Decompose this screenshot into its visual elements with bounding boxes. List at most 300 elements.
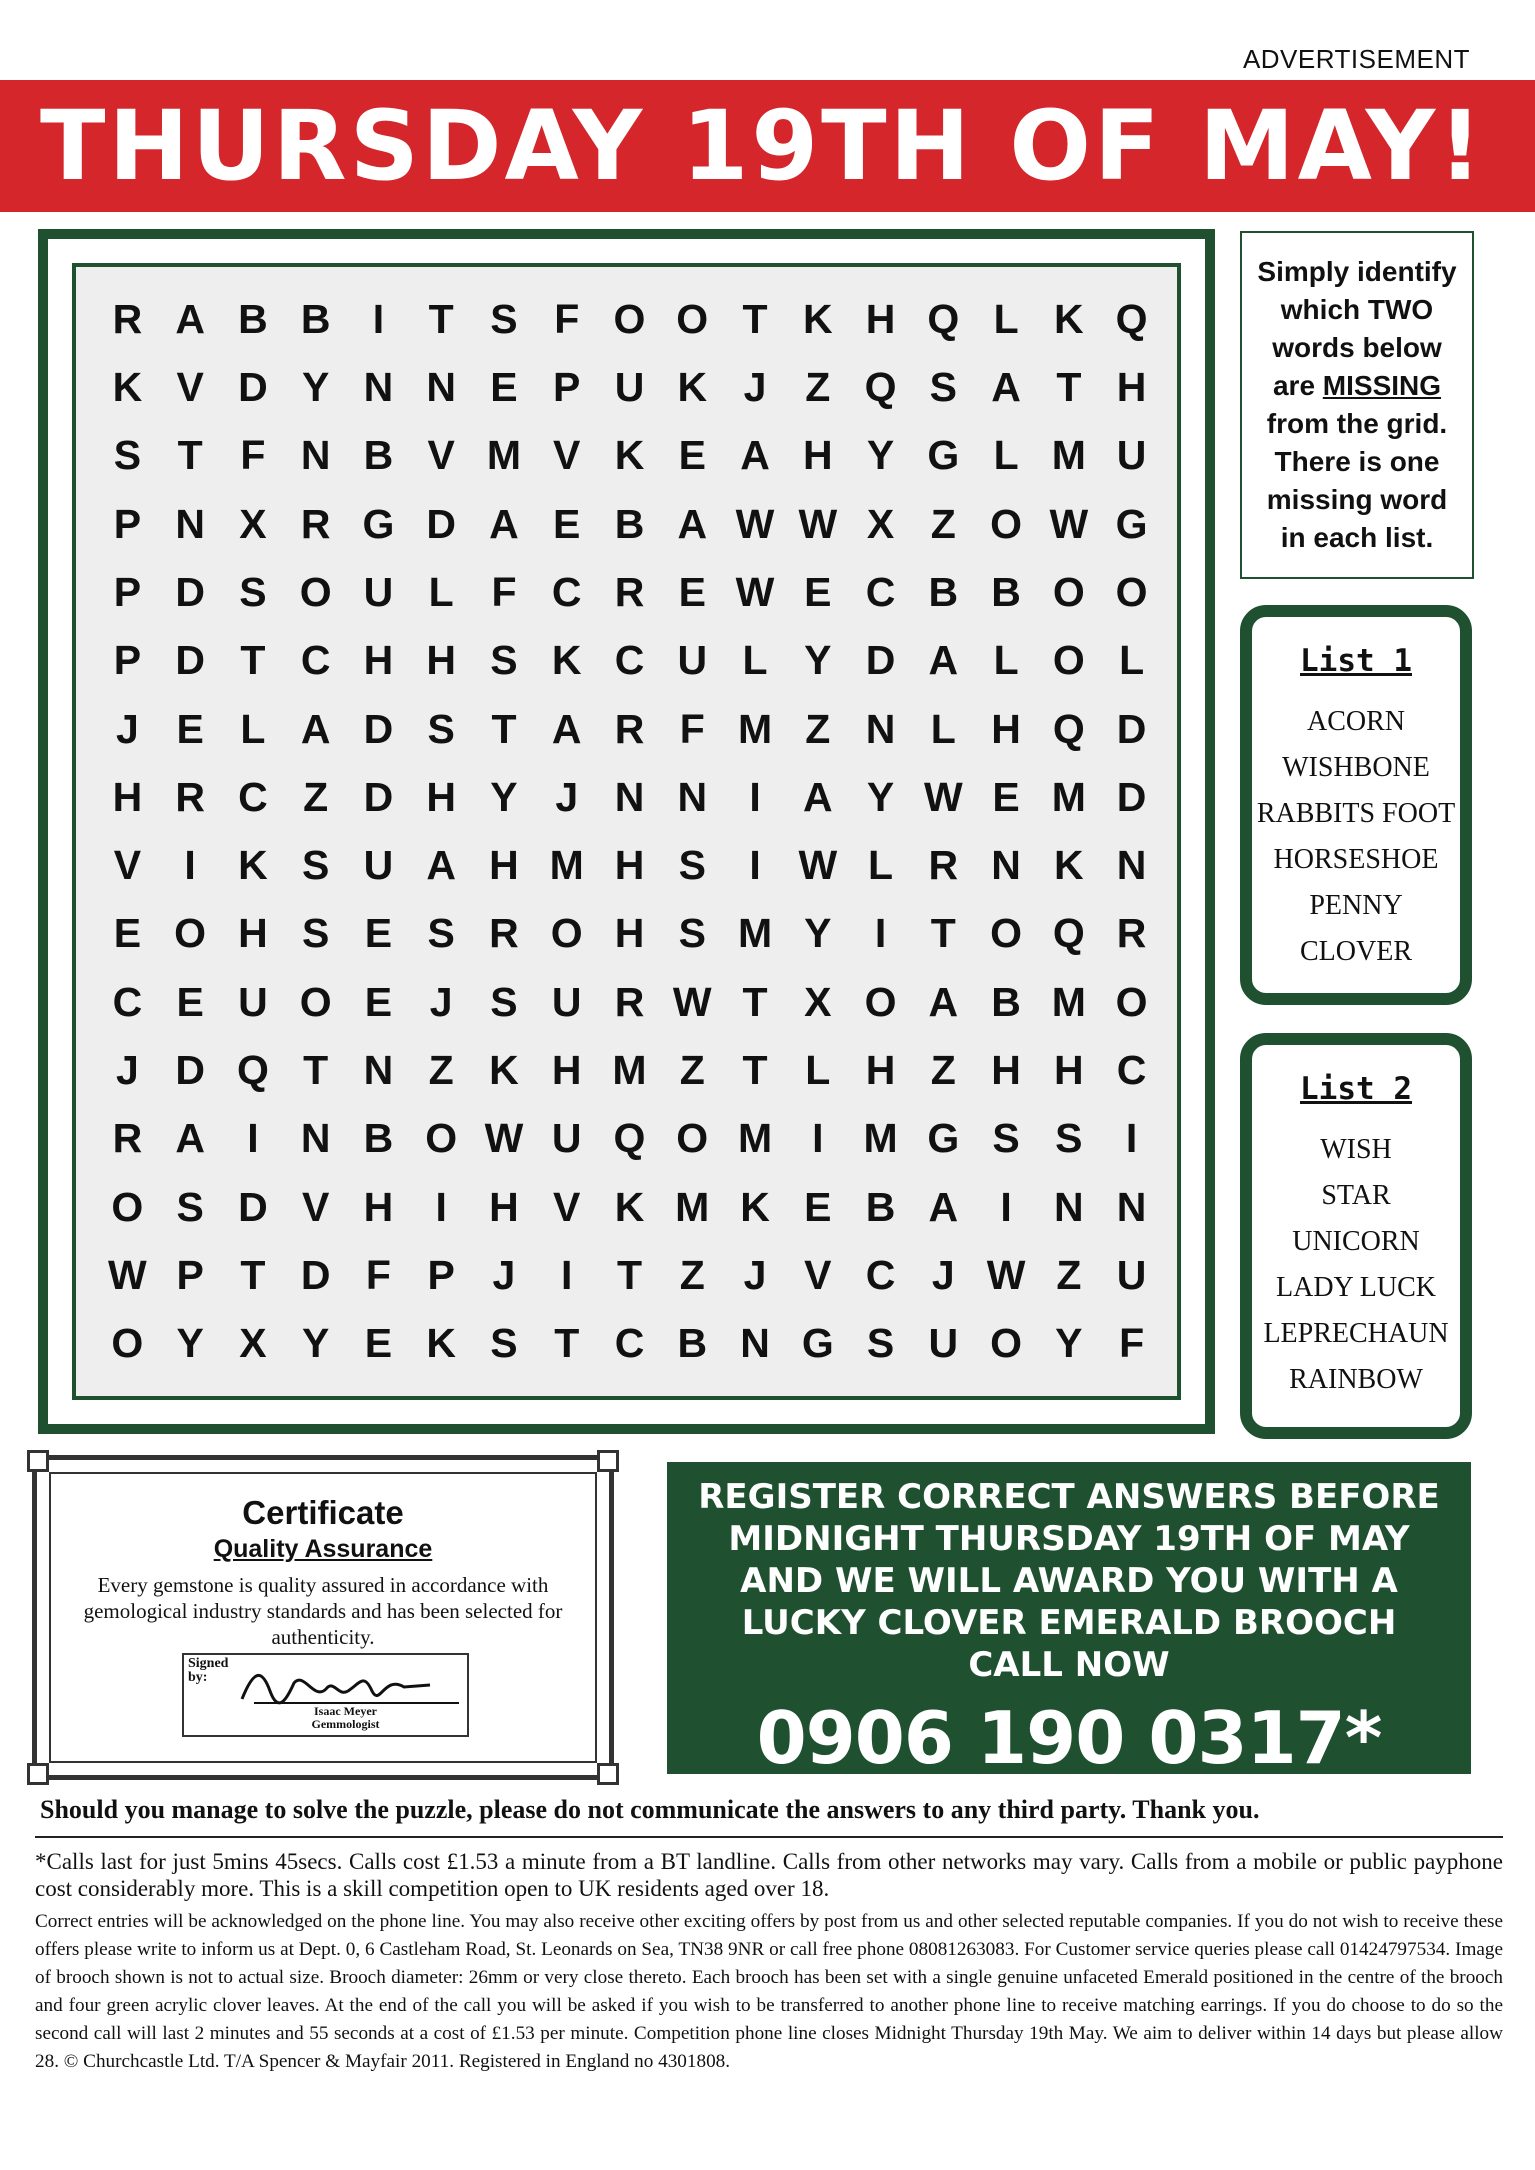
grid-letter: D bbox=[238, 1183, 268, 1230]
grid-letter: V bbox=[553, 1183, 581, 1230]
grid-letter: I bbox=[749, 842, 761, 889]
grid-letter: H bbox=[865, 1047, 896, 1094]
grid-letter: L bbox=[868, 842, 894, 889]
grid-letter: I bbox=[812, 1115, 824, 1162]
grid-letter: Z bbox=[930, 1047, 956, 1094]
grid-letter: N bbox=[1116, 842, 1147, 889]
grid-letter: T bbox=[240, 1252, 266, 1299]
grid-letter: O bbox=[425, 1115, 458, 1162]
signer-name bbox=[234, 1705, 457, 1731]
grid-letter: E bbox=[113, 910, 142, 957]
grid-letter: F bbox=[554, 295, 580, 342]
grid-letter: M bbox=[549, 842, 584, 889]
grid-letter: M bbox=[737, 705, 773, 752]
quality-certificate bbox=[32, 1455, 614, 1780]
grid-letter: E bbox=[804, 568, 832, 615]
grid-letter: I bbox=[874, 910, 887, 957]
grid-letter: B bbox=[363, 1115, 394, 1162]
grid-letter: A bbox=[740, 432, 770, 479]
grid-letter: S bbox=[678, 842, 706, 889]
grid-letter: Q bbox=[236, 1047, 269, 1094]
grid-letter: N bbox=[300, 1115, 331, 1162]
grid-letter: J bbox=[115, 1047, 139, 1094]
instructions-missing: MISSING bbox=[1322, 370, 1442, 401]
grid-letter: H bbox=[1054, 1047, 1084, 1094]
grid-letter: L bbox=[1119, 637, 1145, 684]
word-list-2 bbox=[1240, 1033, 1472, 1439]
grid-letter: L bbox=[805, 1047, 831, 1094]
phone-number[interactable]: 0906 190 0317* bbox=[756, 1696, 1382, 1780]
grid-letter: O bbox=[1115, 568, 1148, 615]
signer: Isaac Meyer bbox=[314, 1704, 377, 1718]
grid-letter: B bbox=[300, 295, 331, 342]
grid-letter: K bbox=[1054, 295, 1084, 342]
grid-letter: U bbox=[551, 978, 582, 1025]
grid-letter: W bbox=[798, 500, 838, 547]
grid-letter: D bbox=[865, 637, 896, 684]
list-word: WISH bbox=[1320, 1134, 1392, 1165]
cta-line: CALL NOW bbox=[968, 1645, 1170, 1685]
headline: THURSDAY 19TH OF MAY! bbox=[40, 90, 1485, 202]
grid-letter: Z bbox=[805, 363, 831, 410]
grid-letter: M bbox=[1051, 432, 1086, 479]
grid-letter: N bbox=[426, 363, 456, 410]
grid-letter: D bbox=[363, 773, 394, 820]
grid-letter: E bbox=[364, 1320, 393, 1367]
grid-letter: G bbox=[927, 1115, 960, 1162]
grid-letter: R bbox=[489, 910, 519, 957]
grid-letter: Z bbox=[428, 1047, 454, 1094]
grid-letter: D bbox=[175, 1047, 205, 1094]
grid-letter: U bbox=[677, 637, 708, 684]
grid-letter: D bbox=[363, 705, 394, 752]
grid-letter: R bbox=[614, 978, 645, 1025]
grid-letter: A bbox=[928, 978, 959, 1025]
grid-letter: T bbox=[428, 295, 454, 342]
grid-letter: H bbox=[551, 1047, 582, 1094]
grid-letter: W bbox=[735, 500, 775, 547]
grid-letter: O bbox=[676, 1115, 709, 1162]
grid-letter: W bbox=[1049, 500, 1089, 547]
grid-letter: O bbox=[111, 1183, 144, 1230]
grid-letter: H bbox=[1116, 363, 1147, 410]
divider bbox=[35, 1836, 1503, 1838]
fine-print: Correct entries will be acknowledged on the phone line. You may also receive other exciting offers by post from us and other selected reputable companies. If you do not wish to receive these offers please write to inform us at Dept. 0, 6 Castleham Road, St. Leonards on Sea, TN38 9NR or call free phone 08081263083. For Customer service queries please call 01424797534. Image of brooch shown is not to actual size. Brooch diameter: 26mm or very close thereto. Each brooch has been set with a single genuine unfaceted Emerald positioned in the centre of the brooch and four green acrylic clover leaves. At the end of the call you will be asked if you wish to be transferred to another phone line to receive matching earrings. If you do choose to do so the second call will last 2 minutes and 55 seconds at a cost of £1.53 per minute. Competition phone line closes Midnight Thursday 19th May. We aim to deliver within 14 days but please allow 28. © Churchcastle Ltd. T/A Spencer & Mayfair 2011. Registered in England no 4301808. bbox=[35, 1911, 1503, 2072]
grid-letter: F bbox=[240, 432, 266, 479]
grid-letter: H bbox=[363, 1183, 394, 1230]
grid-letter: U bbox=[614, 363, 645, 410]
grid-letter: E bbox=[804, 1183, 832, 1230]
list-title: List 2 bbox=[1300, 1071, 1412, 1107]
instructions-line: Simply identify bbox=[1257, 256, 1457, 287]
grid-letter: C bbox=[112, 978, 143, 1025]
grid-letter: C bbox=[614, 1320, 645, 1367]
grid-letter: J bbox=[743, 1252, 767, 1299]
grid-letter: H bbox=[614, 910, 645, 957]
grid-letter: Y bbox=[176, 1320, 204, 1367]
grid-letter: Z bbox=[1056, 1252, 1082, 1299]
grid-letter: T bbox=[491, 705, 517, 752]
grid-letter: P bbox=[427, 1252, 455, 1299]
instructions-line: which TWO bbox=[1280, 294, 1434, 325]
grid-letter: O bbox=[990, 910, 1023, 957]
grid-letter: R bbox=[112, 1115, 143, 1162]
grid-letter: K bbox=[740, 1183, 770, 1230]
advertisement-label: ADVERTISEMENT bbox=[1242, 44, 1470, 74]
grid-letter: U bbox=[238, 978, 268, 1025]
grid-letter: P bbox=[113, 500, 142, 547]
grid-letter: I bbox=[1000, 1183, 1012, 1230]
grid-letter: W bbox=[986, 1252, 1026, 1299]
grid-letter: M bbox=[1051, 978, 1086, 1025]
cta-line: LUCKY CLOVER EMERALD BROOCH bbox=[741, 1603, 1397, 1643]
grid-letter: U bbox=[363, 568, 394, 615]
grid-letter: R bbox=[300, 500, 331, 547]
grid-letter: G bbox=[362, 500, 395, 547]
grid-letter: P bbox=[113, 568, 142, 615]
certificate-body: Every gemstone is quality assured in accordance with gemological industry standards and has been selected for authenticity. bbox=[83, 1573, 563, 1649]
signed-label: Signed by: bbox=[188, 1656, 229, 1685]
grid-letter: N bbox=[1054, 1183, 1084, 1230]
grid-letter: H bbox=[865, 295, 896, 342]
grid-letter: R bbox=[1116, 910, 1147, 957]
fine-print: *Calls last for just 5mins 45secs. Calls cost £1.53 a minute from a BT landline. Calls from other networks may vary. Calls from a mobile or public payphone cost considerably more. This is a skill competition open to UK residents aged over 18. bbox=[35, 1849, 1503, 1901]
grid-letter: M bbox=[486, 432, 522, 479]
grid-letter: O bbox=[550, 910, 583, 957]
grid-letter: J bbox=[743, 363, 767, 410]
grid-letter: K bbox=[614, 432, 645, 479]
grid-letter: Q bbox=[1115, 295, 1148, 342]
instructions-line: missing word bbox=[1266, 484, 1448, 515]
list-word: STAR bbox=[1321, 1180, 1391, 1211]
grid-letter: Q bbox=[1052, 910, 1085, 957]
wordsearch-grid bbox=[96, 285, 1163, 1378]
grid-letter: O bbox=[299, 978, 332, 1025]
grid-letter: B bbox=[991, 978, 1021, 1025]
grid-letter: G bbox=[1115, 500, 1148, 547]
grid-letter: R bbox=[928, 842, 959, 889]
grid-letter: E bbox=[176, 978, 204, 1025]
grid-letter: A bbox=[426, 842, 456, 889]
grid-letter: F bbox=[365, 1252, 391, 1299]
grid-letter: V bbox=[427, 432, 455, 479]
grid-letter: N bbox=[614, 773, 645, 820]
grid-letter: D bbox=[426, 500, 456, 547]
grid-letter: N bbox=[991, 842, 1021, 889]
grid-letter: A bbox=[175, 295, 205, 342]
grid-letter: J bbox=[931, 1252, 955, 1299]
cta-text bbox=[667, 1476, 1471, 1686]
grid-letter: Z bbox=[805, 705, 831, 752]
grid-letter: P bbox=[553, 363, 581, 410]
grid-letter: T bbox=[742, 978, 768, 1025]
grid-letter: Q bbox=[613, 1115, 646, 1162]
grid-letter: M bbox=[863, 1115, 898, 1162]
grid-letter: W bbox=[923, 773, 963, 820]
grid-letter: J bbox=[429, 978, 453, 1025]
grid-letter: A bbox=[175, 1115, 205, 1162]
grid-letter: O bbox=[676, 295, 709, 342]
grid-letter: S bbox=[992, 1115, 1020, 1162]
grid-letter: S bbox=[239, 568, 267, 615]
grid-letter: K bbox=[1054, 842, 1084, 889]
grid-letter: Q bbox=[927, 295, 960, 342]
grid-letter: X bbox=[239, 1320, 267, 1367]
grid-letter: G bbox=[801, 1320, 834, 1367]
grid-letter: Y bbox=[804, 637, 832, 684]
grid-letter: Y bbox=[301, 1320, 330, 1367]
corner-ornament bbox=[597, 1450, 619, 1472]
grid-letter: A bbox=[489, 500, 519, 547]
grid-letter: K bbox=[677, 363, 708, 410]
grid-letter: A bbox=[551, 705, 582, 752]
grid-letter: W bbox=[108, 1252, 147, 1299]
grid-letter: S bbox=[490, 1320, 518, 1367]
notice-text: Should you manage to solve the puzzle, please do not communicate the answers to any third party. Thank you. bbox=[40, 1795, 1260, 1824]
grid-letter: O bbox=[1052, 568, 1085, 615]
grid-letter: O bbox=[111, 1320, 144, 1367]
grid-letter: K bbox=[426, 1320, 456, 1367]
grid-letter: A bbox=[677, 500, 708, 547]
grid-letter: C bbox=[300, 637, 331, 684]
certificate-subtitle: Quality Assurance bbox=[213, 1535, 433, 1563]
grid-letter: E bbox=[678, 568, 706, 615]
grid-letter: N bbox=[300, 432, 331, 479]
grid-letter: S bbox=[490, 637, 518, 684]
grid-letter: K bbox=[614, 1183, 645, 1230]
grid-letter: H bbox=[614, 842, 645, 889]
wordsearch-panel bbox=[72, 263, 1181, 1400]
grid-letter: O bbox=[864, 978, 897, 1025]
grid-letter: D bbox=[1116, 705, 1147, 752]
grid-letter: M bbox=[737, 1115, 773, 1162]
grid-letter: T bbox=[742, 1047, 768, 1094]
grid-letter: H bbox=[426, 637, 456, 684]
grid-letter: W bbox=[798, 842, 838, 889]
grid-letter: A bbox=[928, 637, 959, 684]
grid-letter: M bbox=[1051, 773, 1086, 820]
grid-letter: O bbox=[1115, 978, 1148, 1025]
grid-letter: Y bbox=[1055, 1320, 1083, 1367]
grid-letter: N bbox=[363, 1047, 394, 1094]
grid-letter: I bbox=[435, 1183, 447, 1230]
grid-letter: Q bbox=[864, 363, 897, 410]
grid-letter: M bbox=[612, 1047, 647, 1094]
grid-letter: B bbox=[928, 568, 959, 615]
grid-letter: U bbox=[363, 842, 394, 889]
grid-letter: K bbox=[489, 1047, 519, 1094]
grid-letter: H bbox=[112, 773, 143, 820]
grid-letter: S bbox=[427, 910, 455, 957]
grid-letter: C bbox=[1116, 1047, 1147, 1094]
grid-letter: S bbox=[929, 363, 957, 410]
cta-line: MIDNIGHT THURSDAY 19TH OF MAY bbox=[728, 1519, 1410, 1559]
grid-letter: C bbox=[614, 637, 645, 684]
grid-letter: B bbox=[614, 500, 645, 547]
grid-letter: B bbox=[991, 568, 1021, 615]
grid-letter: S bbox=[866, 1320, 895, 1367]
grid-letter: O bbox=[1052, 637, 1085, 684]
grid-letter: R bbox=[175, 773, 205, 820]
grid-letter: T bbox=[303, 1047, 329, 1094]
grid-letter: Z bbox=[930, 500, 956, 547]
call-to-action bbox=[667, 1462, 1471, 1780]
list-word: CLOVER bbox=[1300, 936, 1412, 967]
grid-letter: A bbox=[300, 705, 331, 752]
grid-letter: Y bbox=[804, 910, 832, 957]
grid-letter: L bbox=[240, 705, 266, 752]
grid-letter: W bbox=[735, 568, 775, 615]
grid-letter: H bbox=[489, 842, 519, 889]
grid-letter: T bbox=[240, 637, 266, 684]
grid-letter: Q bbox=[1052, 705, 1085, 752]
instructions-line: from the grid. bbox=[1266, 408, 1448, 439]
instructions-line: in each list. bbox=[1280, 522, 1434, 553]
grid-letter: I bbox=[749, 773, 761, 820]
grid-letter: K bbox=[551, 637, 582, 684]
grid-letter: I bbox=[184, 842, 196, 889]
grid-letter: H bbox=[238, 910, 268, 957]
grid-letter: E bbox=[678, 432, 706, 479]
grid-letter: N bbox=[740, 1320, 770, 1367]
grid-letter: P bbox=[176, 1252, 204, 1299]
grid-letter: U bbox=[551, 1115, 582, 1162]
grid-letter: D bbox=[238, 363, 268, 410]
grid-letter: T bbox=[616, 1252, 643, 1299]
grid-letter: S bbox=[490, 295, 518, 342]
grid-letter: N bbox=[175, 500, 205, 547]
grid-letter: I bbox=[1125, 1115, 1138, 1162]
list-word: RABBITS FOOT bbox=[1256, 798, 1456, 829]
grid-letter: N bbox=[677, 773, 708, 820]
grid-letter: I bbox=[372, 295, 385, 342]
list-word: HORSESHOE bbox=[1273, 844, 1439, 875]
grid-letter: P bbox=[113, 637, 142, 684]
grid-letter: L bbox=[993, 432, 1019, 479]
grid-letter: D bbox=[300, 1252, 331, 1299]
grid-letter: T bbox=[1056, 363, 1082, 410]
grid-letter: U bbox=[1116, 432, 1147, 479]
grid-letter: E bbox=[364, 978, 393, 1025]
grid-letter: Y bbox=[866, 773, 895, 820]
grid-letter: L bbox=[993, 295, 1019, 342]
grid-letter: C bbox=[865, 1252, 896, 1299]
grid-letter: M bbox=[737, 910, 773, 957]
grid-letter: J bbox=[115, 705, 139, 752]
grid-letter: T bbox=[742, 295, 768, 342]
grid-letter: I bbox=[561, 1252, 573, 1299]
grid-letter: L bbox=[428, 568, 454, 615]
grid-letter: H bbox=[363, 637, 394, 684]
grid-letter: F bbox=[1119, 1320, 1145, 1367]
grid-letter: U bbox=[928, 1320, 959, 1367]
grid-letter: H bbox=[991, 705, 1021, 752]
grid-letter: F bbox=[679, 705, 705, 752]
grid-letter: V bbox=[553, 432, 581, 479]
grid-letter: X bbox=[804, 978, 832, 1025]
grid-letter: Y bbox=[490, 773, 518, 820]
grid-letter: D bbox=[175, 637, 205, 684]
list-word: WISHBONE bbox=[1282, 752, 1430, 783]
grid-letter: Z bbox=[303, 773, 329, 820]
grid-letter: B bbox=[677, 1320, 708, 1367]
grid-letter: T bbox=[930, 910, 956, 957]
grid-letter: K bbox=[802, 295, 833, 342]
grid-letter: V bbox=[301, 1183, 330, 1230]
grid-letter: S bbox=[113, 432, 142, 479]
grid-letter: D bbox=[1116, 773, 1147, 820]
grid-letter: W bbox=[484, 1115, 524, 1162]
certificate-title: Certificate bbox=[242, 1494, 404, 1531]
grid-letter: A bbox=[991, 363, 1021, 410]
grid-letter: D bbox=[175, 568, 205, 615]
grid-letter: B bbox=[865, 1183, 896, 1230]
grid-letter: N bbox=[865, 705, 896, 752]
grid-letter: V bbox=[804, 1252, 832, 1299]
list-word: UNICORN bbox=[1292, 1226, 1420, 1257]
grid-letter: X bbox=[239, 500, 267, 547]
grid-letter: H bbox=[991, 1047, 1021, 1094]
grid-letter: S bbox=[1055, 1115, 1083, 1162]
corner-ornament bbox=[27, 1450, 49, 1472]
grid-letter: B bbox=[363, 432, 394, 479]
grid-letter: O bbox=[613, 295, 646, 342]
grid-letter: J bbox=[492, 1252, 516, 1299]
grid-letter: T bbox=[554, 1320, 580, 1367]
grid-letter: E bbox=[490, 363, 518, 410]
grid-letter: E bbox=[364, 910, 393, 957]
grid-letter: H bbox=[489, 1183, 519, 1230]
list-word: LEPRECHAUN bbox=[1263, 1318, 1449, 1349]
instructions-line bbox=[1242, 367, 1472, 405]
list-title: List 1 bbox=[1300, 643, 1412, 679]
grid-letter: W bbox=[672, 978, 712, 1025]
instructions-line: words below bbox=[1272, 332, 1442, 363]
grid-letter: M bbox=[675, 1183, 710, 1230]
headline-banner bbox=[0, 80, 1535, 212]
instructions-text: are bbox=[1272, 370, 1323, 401]
grid-letter: B bbox=[238, 295, 268, 342]
grid-letter: G bbox=[927, 432, 960, 479]
grid-letter: S bbox=[301, 842, 330, 889]
grid-letter: Y bbox=[866, 432, 895, 479]
grid-letter: O bbox=[990, 500, 1023, 547]
grid-letter: J bbox=[555, 773, 579, 820]
grid-letter: V bbox=[176, 363, 204, 410]
grid-letter: L bbox=[930, 705, 956, 752]
grid-letter: S bbox=[176, 1183, 204, 1230]
grid-letter: A bbox=[802, 773, 833, 820]
grid-letter: F bbox=[491, 568, 517, 615]
cta-line: AND WE WILL AWARD YOU WITH A bbox=[740, 1561, 1398, 1601]
grid-letter: R bbox=[614, 568, 645, 615]
list-word: ACORN bbox=[1306, 706, 1405, 737]
grid-letter: H bbox=[802, 432, 833, 479]
grid-letter: Z bbox=[679, 1252, 705, 1299]
grid-letter: E bbox=[176, 705, 204, 752]
grid-letter: C bbox=[865, 568, 896, 615]
grid-letter: O bbox=[990, 1320, 1023, 1367]
grid-letter: S bbox=[301, 910, 330, 957]
list-word: PENNY bbox=[1309, 890, 1403, 921]
grid-letter: R bbox=[614, 705, 645, 752]
list-word: LADY LUCK bbox=[1276, 1272, 1436, 1303]
grid-letter: L bbox=[742, 637, 768, 684]
grid-letter: O bbox=[299, 568, 332, 615]
word-list-1 bbox=[1240, 605, 1472, 1005]
cta-line: REGISTER CORRECT ANSWERS BEFORE bbox=[698, 1477, 1440, 1517]
grid-letter: I bbox=[247, 1115, 259, 1162]
